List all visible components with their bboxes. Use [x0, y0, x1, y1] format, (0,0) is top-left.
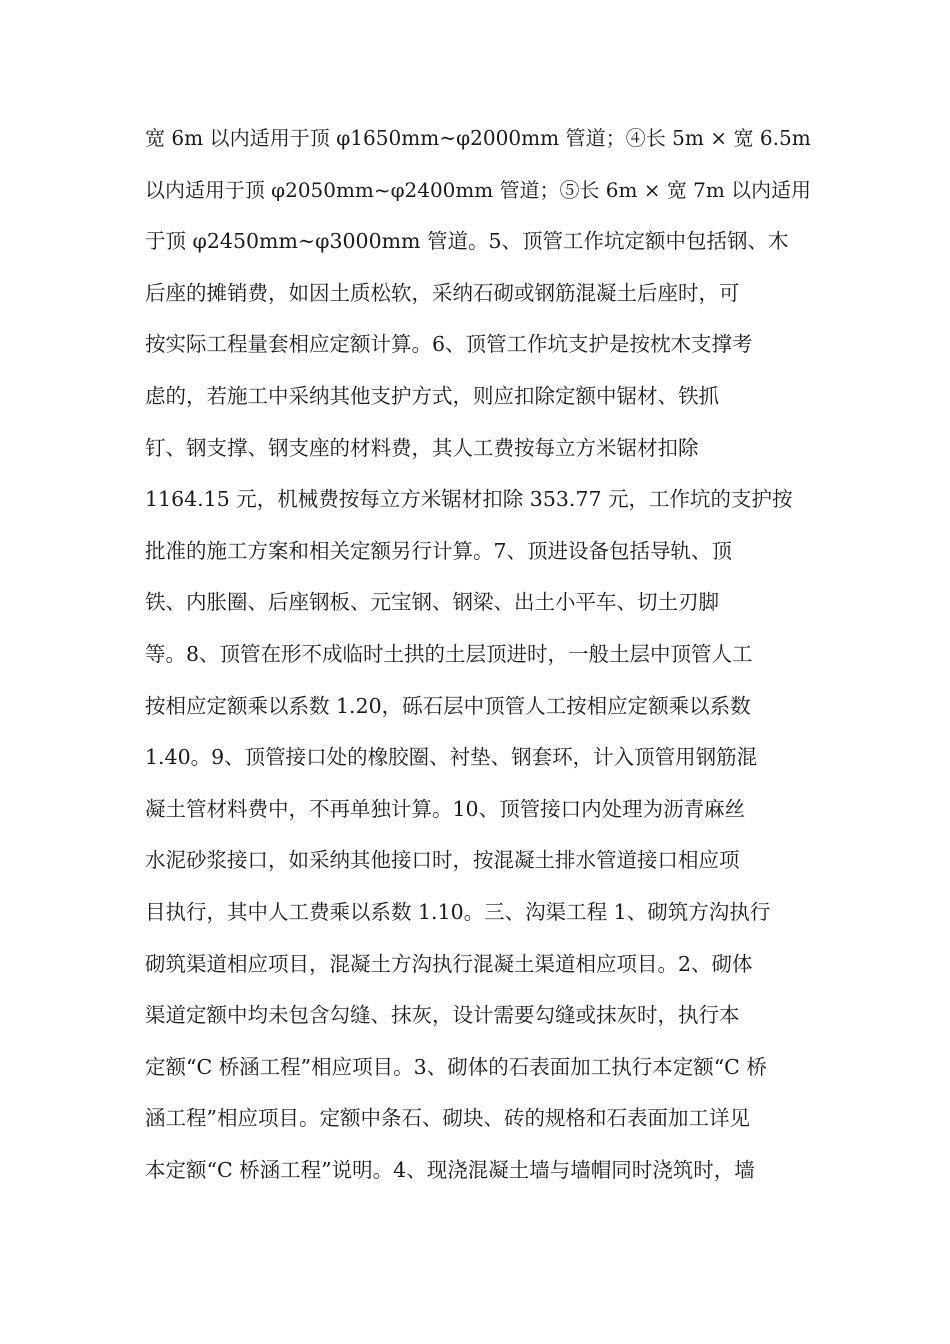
text-line: 以内适用于顶 φ2050mm~φ2400mm 管道；⑤长 6m × 宽 7m 以内适用	[145, 177, 812, 202]
text-line: 砌筑渠道相应项目，混凝土方沟执行混凝土渠道相应项目。2、砌体	[145, 951, 753, 976]
text-line: 凝土管材料费中，不再单独计算。10、顶管接口内处理为沥青麻丝	[145, 796, 746, 821]
text-line: 批准的施工方案和相关定额另行计算。7、顶进设备包括导轨、顶	[145, 538, 733, 563]
text-line: 钉、钢支撑、钢支座的材料费，其人工费按每立方米锯材扣除	[145, 435, 699, 460]
text-line: 等。8、顶管在形不成临时土拱的土层顶进时，一般土层中顶管人工	[145, 641, 753, 666]
text-line: 目执行，其中人工费乘以系数 1.10。三、沟渠工程 1、砌筑方沟执行	[145, 899, 771, 924]
text-line: 1164.15 元，机械费按每立方米锯材扣除 353.77 元，工作坑的支护按	[145, 487, 793, 512]
text-line: 铁、内胀圈、后座钢板、元宝钢、钢梁、出土小平车、切土刃脚	[145, 590, 719, 615]
text-line: 1.40。9、顶管接口处的橡胶圈、衬垫、钢套环，计入顶管用钢筋混	[145, 745, 758, 770]
text-line: 按实际工程量套相应定额计算。6、顶管工作坑支护是按枕木支撑考	[145, 332, 753, 357]
text-line: 后座的摊销费，如因土质松软，采纳石砌或钢筋混凝土后座时，可	[145, 280, 740, 305]
text-line: 涵工程”相应项目。定额中条石、砌块、砖的规格和石表面加工详见	[145, 1106, 750, 1131]
text-line: 宽 6m 以内适用于顶 φ1650mm~φ2000mm 管道；④长 5m × 宽 6.5m	[145, 126, 811, 150]
text-line: 虑的，若施工中采纳其他支护方式，则应扣除定额中锯材、铁抓	[145, 383, 719, 408]
body-text	[145, 118, 815, 1201]
text-line: 按相应定额乘以系数 1.20，砾石层中顶管人工按相应定额乘以系数	[145, 693, 751, 718]
text-line: 于顶 φ2450mm~φ3000mm 管道。5、顶管工作坑定额中包括钢、木	[145, 229, 789, 254]
text-line: 渠道定额中均未包含勾缝、抹灰，设计需要勾缝或抹灰时，执行本	[145, 1003, 740, 1028]
text-line: 本定额“C 桥涵工程”说明。4、现浇混凝土墙与墙帽同时浇筑时，墙	[145, 1157, 755, 1182]
text-line: 水泥砂浆接口，如采纳其他接口时，按混凝土排水管道接口相应项	[145, 848, 740, 873]
text-line: 定额“C 桥涵工程”相应项目。3、砌体的石表面加工执行本定额“C 桥	[145, 1054, 767, 1079]
